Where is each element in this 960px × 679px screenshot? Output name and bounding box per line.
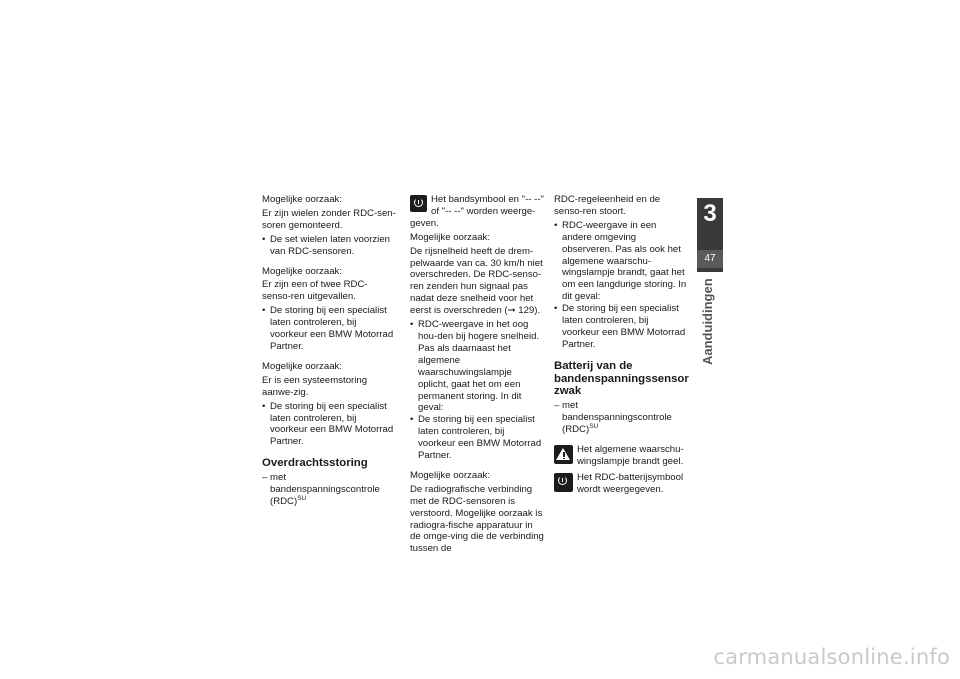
cause-label: Mogelijke oorzaak: (410, 231, 490, 243)
bullet-item: • RDC-weergave in een andere omgeving observeren. Pas als ook het algemene waarschu-wingslampje brandt, gaat het om een langdurige storing. In dit geval: (554, 220, 688, 303)
column-2 (410, 194, 544, 557)
section-heading: Batterij van de bandenspanningssensor zwak (554, 359, 689, 398)
column-1 (262, 194, 396, 508)
chapter-number: 3 (703, 200, 717, 227)
icon-description: Het algemene waarschu-wingslampje brandt geel. (577, 443, 684, 467)
bullet-item: • De storing bij een specialist laten controleren, bij voorkeur een BMW Motorrad Partner. (262, 401, 396, 449)
bullet-list (554, 220, 688, 351)
bullet-item: • De storing bij een specialist laten controleren, bij voorkeur een BMW Motorrad Partner. (554, 303, 688, 351)
icon-description: Het bandsymbool en "-- --" of "-- --" worden weerge-geven. (410, 194, 544, 229)
section-heading: Overdrachtsstoring (262, 457, 368, 470)
indicator-list (554, 444, 688, 498)
icon-description: Het RDC-batterijsymbool wordt weergegeven. (577, 471, 684, 495)
bullet-list (410, 319, 544, 462)
bullet-item: • De set wielen laten voorzien van RDC-sensoren. (262, 234, 396, 258)
superscript: SU (297, 494, 307, 502)
page-number: 47 (704, 253, 716, 264)
chapter-side-label: Aanduidingen (700, 278, 715, 365)
bullet-list (262, 401, 396, 449)
tire-icon-row (576, 472, 688, 498)
continued-text: RDC-regeleenheid en de senso-ren stoort. (554, 194, 661, 217)
dash-item-text: met bandenspanningscontrole (RDC) (270, 472, 380, 507)
cause-label: Mogelijke oorzaak: (262, 360, 342, 372)
dash-item (262, 472, 396, 508)
cause-label: Mogelijke oorzaak: (262, 194, 342, 205)
dash-item (554, 400, 688, 436)
bullet-list (262, 234, 396, 258)
tire-battery-icon (554, 473, 573, 492)
bullet-item: • De storing bij een specialist laten controleren, bij voorkeur een BMW Motorrad Partner. (262, 305, 396, 353)
cause-text: Er is een systeemstoring aanwe-zig. (262, 374, 368, 398)
superscript: SU (589, 422, 599, 430)
column-3 (554, 194, 688, 500)
cause-text: Er zijn wielen zonder RDC-sen-soren gemonteerd. (262, 207, 396, 231)
cause-label: Mogelijke oorzaak: (262, 265, 342, 277)
dash-item-text: met bandenspanningscontrole (RDC) (562, 400, 672, 435)
cause-text: De radiografische verbinding met de RDC-sensoren is verstoord. Mogelijke oorzaak is radiogra-fische apparatuur in de omge-ving die de verbinding tussen de (410, 483, 544, 555)
warning-icon-row (576, 444, 688, 470)
cause-label: Mogelijke oorzaak: (410, 469, 490, 481)
cause-text: De rijsnelheid heeft de drem-pelwaarde van ca. 30 km/h niet overschreden. De RDC-senso-ren zenden hun signaal pas nadat deze snelheid voor het eerst is overschreden (➞ 129). (410, 245, 543, 317)
cause-text: Er zijn een of twee RDC-senso-ren uitgevallen. (262, 279, 368, 303)
bullet-list (262, 305, 396, 353)
tire-icon-row (410, 194, 544, 230)
watermark: carmanualsonline.info (713, 645, 950, 669)
tire-pressure-icon (410, 195, 427, 212)
bullet-item: • De storing bij een specialist laten controleren, bij voorkeur een BMW Motorrad Partner. (410, 414, 544, 462)
warning-triangle-icon (554, 445, 573, 464)
bullet-item: • RDC-weergave in het oog hou-den bij hogere snelheid. Pas als daarnaast het algemene waarschuwingslampje oplicht, gaat het om een permanent storing. In dit geval: (410, 319, 544, 414)
